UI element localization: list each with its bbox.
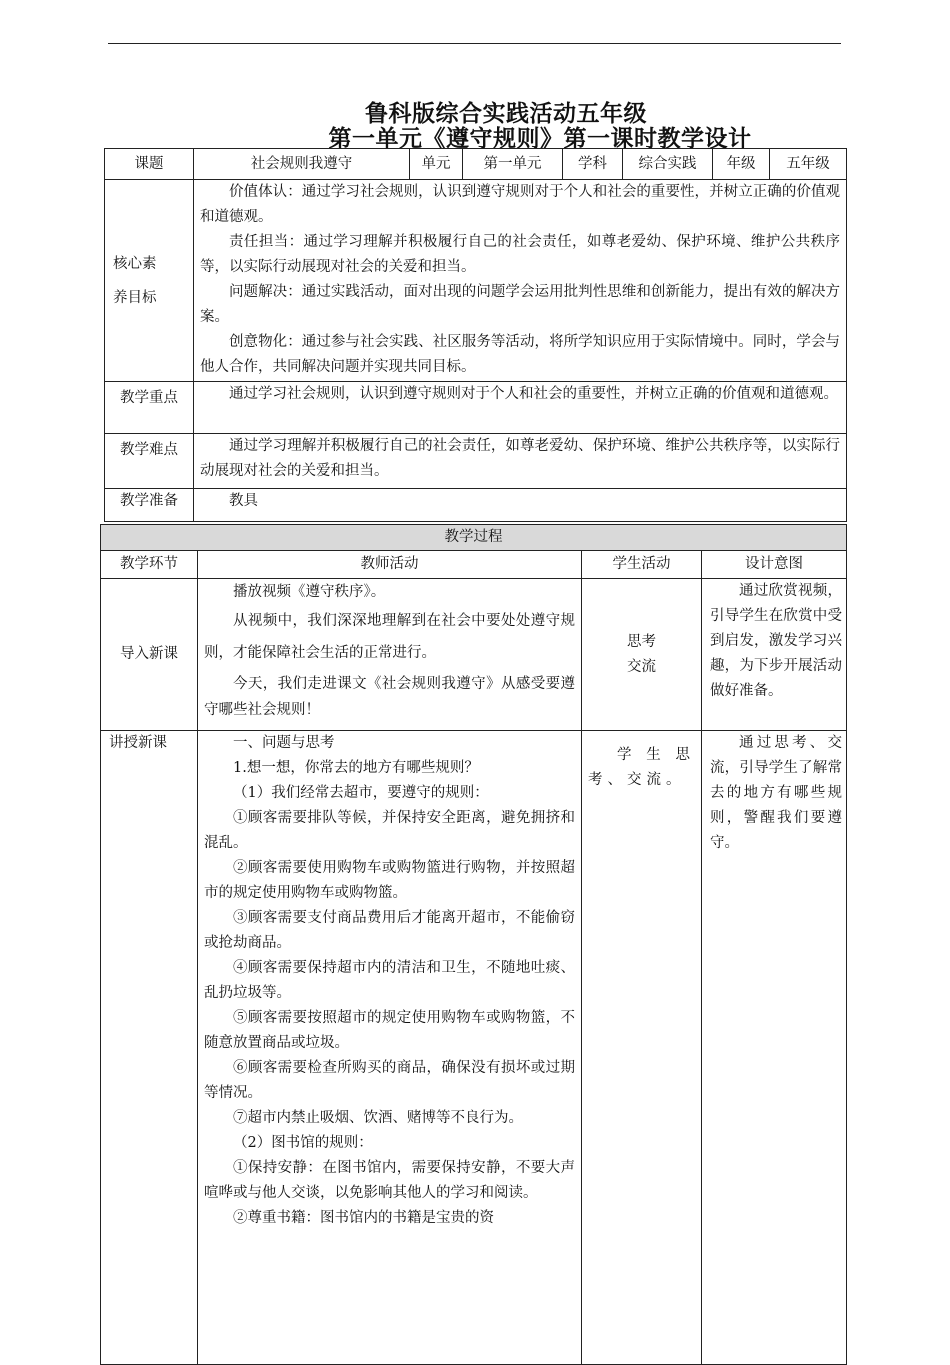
new-lesson-line: ③顾客需要支付商品费用后才能离开超市，不能偷窃或抢劫商品。 (204, 910, 575, 951)
new-lesson-line: ②尊重书籍：图书馆内的书籍是宝贵的资 (233, 1210, 494, 1226)
subject-label: 学科 (563, 149, 623, 180)
column-teacher: 教师活动 (198, 551, 582, 579)
new-lesson-intent (702, 731, 847, 1365)
new-lesson-teacher-activity (198, 731, 582, 1365)
page-title-line1: 鲁科版综合实践活动五年级 (365, 100, 647, 127)
core-goals-label (105, 180, 194, 382)
core-goals-content (194, 180, 847, 382)
new-lesson-intent-text: 通过思考、交流，引导学生了解常去的地方有哪些规则，警醒我们要遵守。 (710, 735, 842, 851)
intro-teacher-line2a: 从视频中，我们深深地理解到在社会中要处处遵守规则，才能 (204, 613, 575, 661)
column-student: 学生活动 (582, 551, 702, 579)
new-lesson-line: （1）我们经常去超市，要遵守的规则： (233, 785, 489, 801)
core-goal-problem: 问题解决：通过实践活动，面对出现的问题学会运用批判性思维和创新能力，提出有效的解决方案。 (200, 284, 840, 325)
core-goals-label-line1: 核心素 (113, 255, 157, 272)
intro-teacher-line3: 今天，我们走进课文《社会规则我遵守》从感受要遵守哪些社会规则！ (204, 676, 575, 718)
intro-teacher-line2b: 保障社会生活的正常进行 (262, 645, 422, 661)
intro-student-activity (582, 579, 702, 731)
preparation-row (105, 489, 847, 522)
key-points-row (105, 382, 847, 434)
key-points-text: 通过学习社会规则，认识到遵守规则对于个人和社会的重要性，并树立正确的价值观和道德观。 (229, 386, 838, 402)
intro-intent (702, 579, 847, 731)
key-points-label: 教学重点 (105, 382, 194, 434)
key-points-content (194, 382, 847, 434)
new-lesson-line: ⑥顾客需要检查所购买的商品，确保没有损坏或过期等情况。 (204, 1060, 575, 1101)
difficulties-row (105, 434, 847, 489)
unit-label: 单元 (410, 149, 463, 180)
core-goal-responsibility: 责任担当：通过学习理解并积极履行自己的社会责任，如尊老爱幼、保护环境、维护公共秩序等，以实际行动展现对社会的关爱和担当。 (200, 234, 840, 275)
process-header: 教学过程 (101, 525, 847, 551)
preparation-content (194, 489, 847, 522)
process-header-row (101, 525, 847, 551)
intro-stage: 导入新课 (101, 579, 198, 731)
subject-value: 综合实践 (623, 149, 713, 180)
new-lesson-line: ⑦超市内禁止吸烟、饮酒、赌博等不良行为。 (233, 1110, 523, 1126)
core-goal-value: 价值体认：通过学习社会规则，认识到遵守规则对于个人和社会的重要性，并树立正确的价值观和道德观。 (200, 184, 840, 225)
intro-student-line2: 交流 (627, 658, 656, 675)
new-lesson-line: ④顾客需要保持超市内的清洁和卫生，不随地吐痰、乱扔垃圾等。 (204, 960, 575, 1001)
core-goals-row (105, 180, 847, 382)
new-lesson-line: 1.想一想，你常去的地方有哪些规则？ (233, 760, 479, 776)
topic-label: 课题 (105, 149, 194, 180)
info-row (105, 149, 847, 180)
intro-teacher-line2c: 。 (421, 645, 436, 661)
intro-teacher-activity (198, 579, 582, 731)
difficulties-label: 教学难点 (105, 434, 194, 489)
lesson-info-table (104, 148, 847, 522)
new-lesson-line: （2）图书馆的规则： (233, 1135, 373, 1151)
core-goals-label-line2: 养目标 (113, 289, 157, 306)
column-intent: 设计意图 (702, 551, 847, 579)
new-lesson-student-text: 学生思考、交流。 (588, 747, 695, 788)
grade-label: 年级 (713, 149, 770, 180)
new-lesson-row (101, 731, 847, 1365)
column-stage: 教学环节 (101, 551, 198, 579)
new-lesson-line: ①顾客需要排队等候，并保持安全距离，避免拥挤和混乱。 (204, 810, 575, 851)
intro-teacher-line1: 播放视频《遵守秩序》。 (233, 584, 386, 600)
page-title-line2: 第一单元《遵守规则》第一课时教学设计 (328, 125, 752, 152)
preparation-text: 教具 (229, 493, 258, 509)
new-lesson-line: ⑤顾客需要按照超市的规定使用购物车或购物篮，不随意放置商品或垃圾。 (204, 1010, 575, 1051)
new-lesson-stage: 讲授新课 (101, 731, 198, 1365)
new-lesson-line: ①保持安静：在图书馆内，需要保持安静，不要大声喧哗或与他人交谈，以免影响其他人的学习和阅读。 (204, 1160, 575, 1201)
preparation-label: 教学准备 (105, 489, 194, 522)
new-lesson-line: ②顾客需要使用购物车或购物篮进行购物，并按照超市的规定使用购物车或购物篮。 (204, 860, 575, 901)
grade-value: 五年级 (770, 149, 847, 180)
process-columns-row (101, 551, 847, 579)
core-goal-creation: 创意物化：通过参与社会实践、社区服务等活动，将所学知识应用于实际情境中。同时，学会与他人合作，共同解决问题并实现共同目标。 (200, 334, 840, 375)
difficulties-content (194, 434, 847, 489)
difficulties-text: 通过学习理解并积极履行自己的社会责任，如尊老爱幼、保护环境、维护公共秩序等，以实际行动展现对社会的关爱和担当。 (200, 438, 840, 479)
new-lesson-student-activity (582, 731, 702, 1365)
unit-value: 第一单元 (463, 149, 563, 180)
intro-intent-text: 通过欣赏视频，引导学生在欣赏中受到启发，激发学习兴趣，为下步开展活动做好准备。 (710, 583, 842, 699)
header-rule (108, 43, 841, 44)
teaching-process-table (100, 524, 847, 1365)
intro-teacher-line2 (204, 605, 575, 669)
topic-value: 社会规则我遵守 (194, 149, 410, 180)
intro-row (101, 579, 847, 731)
new-lesson-line: 一、问题与思考 (233, 735, 335, 751)
intro-student-line1: 思考 (627, 633, 656, 650)
